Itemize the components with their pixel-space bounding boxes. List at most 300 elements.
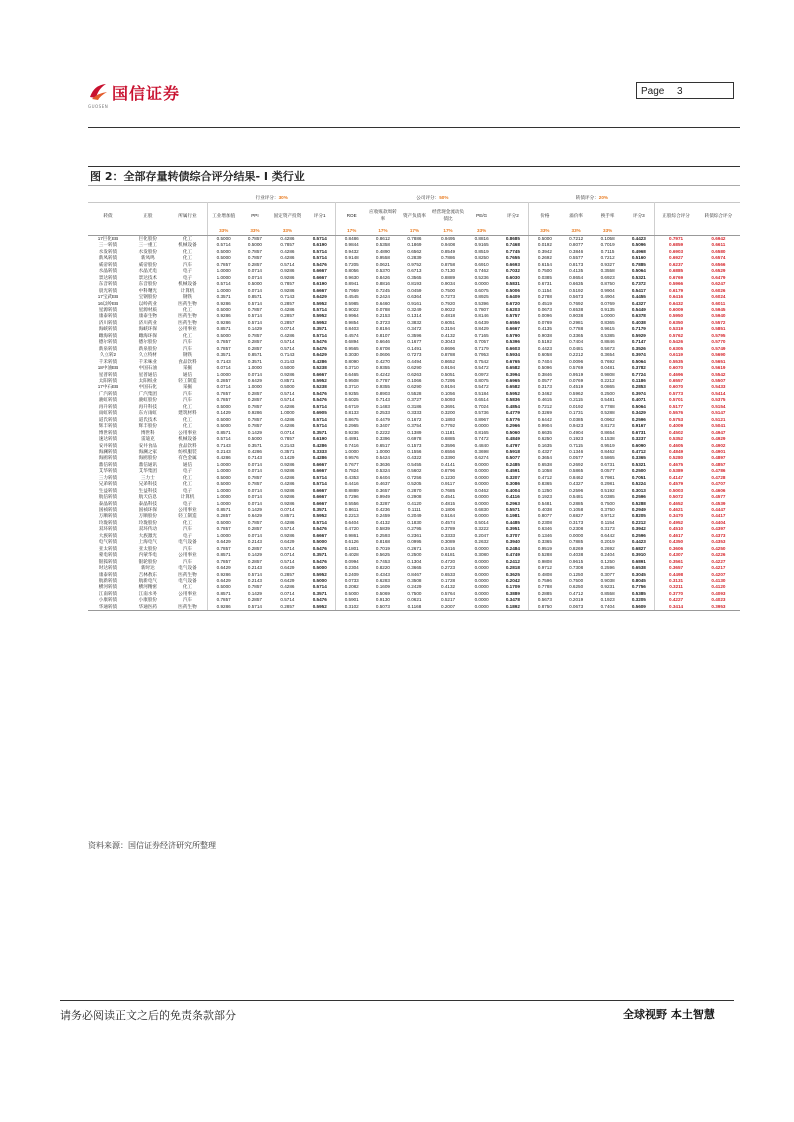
table-cell-text: 化工 xyxy=(168,481,208,487)
table-cell-text: 电气转债 xyxy=(98,539,118,545)
table-cell-value: 0.9508 xyxy=(344,377,359,383)
table-cell-value: 0.5714 xyxy=(280,390,295,396)
table-cell-value: 1.0000 xyxy=(280,410,295,416)
table-cell-value: 0.5940 xyxy=(711,313,726,319)
column-header: 经营现金流动负债比 xyxy=(431,209,465,221)
table-cell-value: 0.5060 xyxy=(497,430,529,436)
table-cell-value: 0.5701 xyxy=(669,397,684,403)
table-cell-value: 0.4423 xyxy=(623,236,654,243)
table-cell-value: 0.8571 xyxy=(216,590,231,596)
table-cell-value: 0.1429 xyxy=(280,455,295,461)
table-cell-value: 0.7115 xyxy=(569,442,583,448)
table-cell-value: 0.6190 xyxy=(304,436,335,442)
table-cell-text: 艾华转债 xyxy=(98,468,118,474)
table-cell-value: 0.3414 xyxy=(655,604,697,611)
table-cell-value: 0.6364 xyxy=(407,294,422,300)
table-cell-value: 0.1573 xyxy=(407,442,422,448)
table-cell-value: 0.3571 xyxy=(216,352,231,358)
table-cell-text: 航新电气 xyxy=(138,578,158,584)
table-cell-value: 0.1923 xyxy=(537,494,552,500)
column-header: 资产负债率 xyxy=(402,212,426,218)
table-cell-value: 0.1892 xyxy=(497,604,529,611)
table-cell-text: 东音股份 xyxy=(138,281,158,287)
table-cell-text: 有色金属 xyxy=(168,455,208,461)
table-cell-value: 0.5576 xyxy=(669,410,684,416)
table-cell-value: 0.4038 xyxy=(537,507,552,513)
table-cell-value: 0.7273 xyxy=(441,294,456,300)
column-weight xyxy=(697,227,740,236)
table-cell-value: 0.9576 xyxy=(344,455,359,461)
table-cell-value: 0.4545 xyxy=(344,294,359,300)
table-cell-value: 0.6203 xyxy=(497,307,529,313)
table-cell-value: 0.6894 xyxy=(344,339,359,345)
table-cell-value: 0.5952 xyxy=(304,572,335,578)
table-cell-value: 0.6580 xyxy=(711,248,726,254)
table-cell-value: 0.5714 xyxy=(304,475,335,481)
table-cell-value: 0.2596 xyxy=(569,487,584,493)
table-cell-value: 0.4286 xyxy=(280,236,295,241)
table-cell-value: 0.3472 xyxy=(407,326,422,332)
table-cell-value: 0.6429 xyxy=(280,565,295,571)
table-cell-value: 0.7787 xyxy=(375,377,390,383)
table-cell-value: 0.5096 xyxy=(537,365,552,371)
column-weight xyxy=(168,227,208,236)
table-cell-value: 0.4952 xyxy=(669,519,684,525)
rating-table xyxy=(88,194,740,611)
table-cell-value: 0.4720 xyxy=(344,526,359,532)
table-cell-value: 0.4132 xyxy=(441,584,456,590)
table-cell-value: 0.4135 xyxy=(569,268,584,274)
table-cell-value: 0.6667 xyxy=(304,462,335,468)
table-cell-value: 0.7212 xyxy=(569,236,584,241)
table-cell-value: 0.3625 xyxy=(497,572,529,578)
table-cell-value: 0.9286 xyxy=(280,268,295,274)
table-cell-value: 0.0192 xyxy=(537,242,552,248)
table-cell-value: 0.6429 xyxy=(216,565,231,571)
table-cell-value: 0.2857 xyxy=(247,558,262,564)
table-cell-value: 0.1066 xyxy=(407,377,422,383)
table-cell-value: 0.5385 xyxy=(623,591,654,597)
table-cell-value: 0.2213 xyxy=(344,513,359,519)
table-cell-value: 0.5064 xyxy=(623,404,654,410)
group-label: 公司评分： xyxy=(416,195,440,200)
table-cell-value: 0.5753 xyxy=(669,416,684,422)
table-cell-text: 医药生物 xyxy=(168,320,208,326)
table-cell-value: 0.5836 xyxy=(497,397,529,403)
table-cell-value: 0.0000 xyxy=(474,558,489,564)
table-cell-value: 0.0621 xyxy=(407,597,422,603)
table-cell-value: 0.5714 xyxy=(247,300,262,306)
table-cell-value: 0.7857 xyxy=(216,261,231,267)
table-cell-value: 0.6190 xyxy=(304,242,335,248)
column-weight: 33% xyxy=(271,227,305,236)
table-cell-value: 0.2212 xyxy=(600,377,615,383)
table-cell-value: 0.5476 xyxy=(304,397,335,403)
column-weight xyxy=(88,227,128,236)
table-cell-value: 0.0769 xyxy=(600,300,615,306)
table-cell-value: 0.6051 xyxy=(441,319,456,325)
table-cell-text: 化工 xyxy=(168,255,208,261)
table-cell-value: 0.4286 xyxy=(304,455,335,461)
table-cell-value: 0.8788 xyxy=(441,352,456,358)
table-cell-value: 0.0481 xyxy=(600,365,615,371)
table-cell-text: 再升转债 xyxy=(98,403,118,409)
group-header-empty xyxy=(88,194,208,203)
table-cell-value: 0.8675 xyxy=(344,416,359,422)
table-cell-value: 0.0995 xyxy=(407,539,422,545)
table-cell-value: 0.6429 xyxy=(280,578,295,584)
table-cell-value: 0.6404 xyxy=(344,519,359,525)
table-cell-value: 0.5714 xyxy=(216,436,231,442)
table-cell-value: 0.4286 xyxy=(280,403,295,409)
table-cell-value: 0.6126 xyxy=(344,539,359,545)
table-cell-value: 0.8941 xyxy=(344,281,359,287)
table-cell-text: 钢铁 xyxy=(168,294,208,300)
table-cell-value: 1.0000 xyxy=(375,448,390,454)
table-cell-value: 0.7857 xyxy=(280,242,295,248)
table-cell-text: 电气设备 xyxy=(168,539,208,545)
table-cell-value: 0.4857 xyxy=(711,461,726,467)
table-cell-value: 0.7416 xyxy=(344,442,359,448)
table-cell-value: 0.9432 xyxy=(344,248,359,254)
table-cell-value: 0.0714 xyxy=(247,487,262,493)
table-cell-value: 0.1556 xyxy=(407,448,422,454)
table-cell-value: 0.0621 xyxy=(375,261,390,267)
table-cell-value: 0.8056 xyxy=(344,268,359,274)
table-cell-value: 0.6859 xyxy=(669,242,684,248)
table-cell-value: 0.5749 xyxy=(711,345,726,351)
table-cell-value: 0.4286 xyxy=(280,519,295,525)
table-cell-value: 0.7542 xyxy=(474,358,489,364)
table-cell-value: 0.7857 xyxy=(216,597,231,603)
table-cell-text: 辉丰转债 xyxy=(98,423,118,429)
table-row xyxy=(88,294,740,300)
table-cell-text: 17宝武EB xyxy=(97,294,119,300)
table-cell-text: 雨虹转债 xyxy=(98,410,118,416)
logo-text: 国信证券 xyxy=(112,84,181,103)
table-cell-value: 0.5929 xyxy=(623,333,654,339)
table-cell-value: 0.6562 xyxy=(407,248,422,254)
table-cell-value: 0.8220 xyxy=(375,565,390,571)
table-cell-value: 0.6769 xyxy=(669,274,684,280)
table-cell-value: 0.3889 xyxy=(497,591,529,597)
table-cell-value: 0.2966 xyxy=(497,423,529,429)
table-cell-value: 0.3654 xyxy=(600,352,615,358)
table-cell-value: 0.3030 xyxy=(344,352,359,358)
table-cell-value: 0.9408 xyxy=(441,242,456,248)
table-cell-value: 0.6827 xyxy=(623,546,654,552)
table-cell-value: 0.5476 xyxy=(304,546,335,552)
table-row xyxy=(88,268,740,274)
table-cell-value: 0.9286 xyxy=(280,468,295,474)
column-weight: 33% xyxy=(529,227,560,236)
table-cell-value: 0.7792 xyxy=(441,423,456,429)
table-cell-value: 0.5417 xyxy=(623,288,654,294)
table-cell-value: 0.4849 xyxy=(497,436,529,442)
table-cell-value: 0.6533 xyxy=(441,571,456,577)
column-weight: 33% xyxy=(208,227,239,236)
table-cell-value: 0.1869 xyxy=(407,242,422,248)
table-cell-value: 0.8090 xyxy=(344,358,359,364)
table-cell-value: 0.0000 xyxy=(474,578,489,584)
table-cell-value: 0.5571 xyxy=(497,507,529,513)
table-cell-value: 0.8889 xyxy=(441,274,456,280)
table-cell-text: 星普转债 xyxy=(98,371,118,377)
table-cell-value: 0.7857 xyxy=(247,255,262,261)
table-cell-value: 0.2795 xyxy=(407,526,422,532)
table-cell-text: 亚太转债 xyxy=(98,545,118,551)
table-cell-value: 0.9161 xyxy=(407,300,422,306)
table-cell-value: 0.2788 xyxy=(537,294,552,300)
table-cell-value: 0.0000 xyxy=(474,545,489,551)
table-cell-value: 0.7212 xyxy=(537,403,552,409)
table-cell-text: 雌海转债 xyxy=(98,332,118,338)
table-cell-text: 化工 xyxy=(168,236,208,243)
table-cell-value: 0.4327 xyxy=(623,301,654,307)
table-cell-text: 宝钢股份 xyxy=(138,294,158,300)
table-cell-value: 0.4130 xyxy=(711,578,726,584)
table-cell-text: 银狐转债 xyxy=(98,558,118,564)
group-label: 行业评分： xyxy=(255,195,279,200)
table-cell-value: 0.6290 xyxy=(407,384,422,390)
table-cell-value: 0.8045 xyxy=(623,578,654,584)
table-cell-value: 0.3571 xyxy=(247,358,262,364)
table-cell-value: 0.2143 xyxy=(280,442,295,448)
table-cell-value: 0.7372 xyxy=(623,281,654,287)
table-cell-value: 0.2857 xyxy=(247,397,262,403)
table-cell-value: 0.8925 xyxy=(474,294,489,300)
table-row xyxy=(88,281,740,287)
table-cell-value: 0.8611 xyxy=(344,507,359,513)
table-cell-value: 0.1058 xyxy=(569,507,584,513)
table-cell-value: 0.6538 xyxy=(623,565,654,571)
table-cell-value: 0.4779 xyxy=(497,410,529,416)
table-cell-value: 0.8571 xyxy=(216,429,231,435)
table-cell-value: 0.4242 xyxy=(375,371,390,377)
table-cell-value: 0.1806 xyxy=(441,507,456,513)
table-cell-value: 0.3710 xyxy=(344,365,359,371)
table-cell-text: 小康转债 xyxy=(98,597,118,603)
table-cell-value: 0.7692 xyxy=(569,300,584,306)
table-cell-value: 0.3269 xyxy=(537,410,552,416)
table-cell-value: 0.9022 xyxy=(344,306,359,312)
table-cell-value: 0.2857 xyxy=(280,571,295,577)
table-cell-value: 0.6923 xyxy=(600,274,615,280)
table-cell-value: 0.6538 xyxy=(569,306,584,312)
table-cell-value: 0.5952 xyxy=(304,320,335,326)
table-row xyxy=(88,365,740,371)
table-cell-value: 0.3102 xyxy=(336,604,367,611)
table-cell-value: 0.7857 xyxy=(216,558,231,564)
table-cell-value: 0.5184 xyxy=(474,390,489,396)
table-cell-value: 0.7472 xyxy=(474,436,489,442)
table-cell-value: 0.5093 xyxy=(441,397,456,403)
table-cell-value: 0.9964 xyxy=(344,313,359,319)
table-cell-value: 0.3657 xyxy=(669,565,684,571)
table-cell-value: 0.9495 xyxy=(441,236,456,241)
table-cell-text: 巨化股份 xyxy=(138,236,158,241)
table-cell-text: 电子 xyxy=(168,468,208,474)
table-cell-value: 0.2671 xyxy=(407,545,422,551)
column-header: PE/G xyxy=(476,212,488,218)
table-cell-text: 康泰生物 xyxy=(138,313,158,319)
table-cell-value: 0.3953 xyxy=(697,604,740,611)
table-cell-text: 雷迪克 xyxy=(140,436,155,442)
table-cell-value: 0.8796 xyxy=(441,468,456,474)
table-cell-value: 0.6603 xyxy=(497,346,529,352)
table-cell-value: 0.8467 xyxy=(407,571,422,577)
table-cell-value: 0.4712 xyxy=(623,449,654,455)
table-cell-value: 0.8903 xyxy=(375,390,390,396)
table-cell-value: 0.2596 xyxy=(623,417,654,423)
table-cell-value: 0.9712 xyxy=(600,513,615,519)
table-cell-value: 0.0714 xyxy=(280,507,295,513)
table-cell-value: 0.8403 xyxy=(344,326,359,332)
table-cell-value: 0.5619 xyxy=(711,365,726,371)
table-cell-value: 0.7857 xyxy=(247,403,262,409)
table-cell-value: 0.5000 xyxy=(216,332,231,338)
table-cell-value: 0.4479 xyxy=(375,416,390,422)
table-cell-value: 0.9135 xyxy=(600,306,615,312)
table-cell-value: 0.2839 xyxy=(407,255,422,261)
table-cell-value: 0.5714 xyxy=(280,545,295,551)
table-cell-value: 0.4286 xyxy=(280,248,295,254)
table-cell-value: 0.5714 xyxy=(247,319,262,325)
table-cell-value: 0.9286 xyxy=(216,300,231,306)
table-cell-value: 0.9022 xyxy=(441,306,456,312)
table-cell-value: 0.2304 xyxy=(344,565,359,571)
table-row xyxy=(88,539,740,545)
column-weight: 17% xyxy=(336,227,367,236)
table-cell-value: 0.1672 xyxy=(407,416,422,422)
table-cell-value: 0.5003 xyxy=(669,487,684,493)
table-cell-value: 0.4579 xyxy=(669,481,684,487)
table-cell-value: 0.5192 xyxy=(569,287,584,293)
table-cell-value: 0.5000 xyxy=(216,403,231,409)
table-cell-value: 0.3606 xyxy=(669,545,684,551)
table-cell-value: 0.2212 xyxy=(569,352,584,358)
guosen-logo-icon xyxy=(88,81,108,101)
table-cell-value: 0.0714 xyxy=(280,326,295,332)
table-cell-value: 0.4519 xyxy=(569,384,584,390)
table-cell-value: 0.7857 xyxy=(216,339,231,345)
table-cell-value: 0.5370 xyxy=(375,268,390,274)
figure-title: 图 2：全部存量转债综合评分结果- I 类行业 xyxy=(88,166,740,186)
table-cell-value: 0.7205 xyxy=(344,261,359,267)
table-cell-value: 0.8571 xyxy=(280,377,295,383)
table-cell-value: 0.3636 xyxy=(375,461,390,467)
table-cell-value: 0.5577 xyxy=(569,255,584,261)
table-cell-value: 0.5901 xyxy=(344,597,359,603)
table-cell-value: 0.7857 xyxy=(247,423,262,429)
table-cell-value: 0.6429 xyxy=(247,377,262,383)
table-cell-value: 0.4286 xyxy=(304,443,335,449)
table-cell-value: 0.2485 xyxy=(497,462,529,468)
table-cell-value: 0.5714 xyxy=(280,526,295,532)
table-cell-value: 0.3596 xyxy=(407,332,422,338)
table-cell-value: 0.3508 xyxy=(407,578,422,584)
table-cell-value: 0.2818 xyxy=(497,565,529,571)
table-cell-value: 0.6965 xyxy=(497,378,529,384)
table-cell-text: 海鸥股份 xyxy=(138,455,158,461)
table-cell-value: 0.0733 xyxy=(344,578,359,584)
table-cell-value: 0.4227 xyxy=(669,597,684,603)
table-row xyxy=(88,443,740,449)
table-cell-value: 0.7788 xyxy=(569,326,584,332)
table-cell-value: 0.7857 xyxy=(247,236,262,241)
table-cell-value: 0.4416 xyxy=(344,481,359,487)
table-cell-value: 0.6090 xyxy=(623,443,654,449)
table-cell-value: 0.2429 xyxy=(407,584,422,590)
table-cell-value: 0.5160 xyxy=(623,255,654,261)
table-cell-value: 0.7032 xyxy=(497,268,529,274)
table-cell-value: 0.8696 xyxy=(441,345,456,351)
table-cell-text: 威帝股份 xyxy=(138,261,158,267)
table-cell-value: 0.5714 xyxy=(280,558,295,564)
table-cell-value: 0.4093 xyxy=(711,590,726,596)
table-cell-value: 0.8426 xyxy=(375,274,390,280)
table-cell-value: 0.5714 xyxy=(280,339,295,345)
table-cell-value: 0.6479 xyxy=(711,274,726,280)
table-cell-value: 0.5790 xyxy=(497,333,529,339)
table-cell-value: 0.3207 xyxy=(497,475,529,481)
table-cell-value: 0.5952 xyxy=(304,301,335,307)
table-cell-value: 0.6181 xyxy=(441,552,456,558)
table-cell-value: 0.7857 xyxy=(216,526,231,532)
column-header: 固定资产投资 xyxy=(273,212,302,218)
table-cell-value: 0.4849 xyxy=(669,448,684,454)
table-cell-value: 0.6556 xyxy=(497,320,529,326)
table-cell-value: 0.4606 xyxy=(711,487,726,493)
table-cell-text: 康泰转债 xyxy=(98,313,118,319)
table-cell-text: 横河精密 xyxy=(138,584,158,590)
table-cell-value: 0.5396 xyxy=(497,339,529,345)
table-cell-value: 0.2908 xyxy=(407,494,422,500)
table-cell-value: 0.3237 xyxy=(623,436,654,442)
table-cell-value: 1.0000 xyxy=(247,384,262,390)
table-cell-value: 0.7462 xyxy=(474,268,489,274)
table-cell-value: 0.1731 xyxy=(569,410,584,416)
table-cell-value: 0.5000 xyxy=(216,481,231,487)
table-cell-text: 横河转债 xyxy=(98,584,118,590)
table-cell-value: 0.7745 xyxy=(497,249,529,255)
table-cell-value: 0.1346 xyxy=(569,448,584,454)
table-cell-value: 0.9038 xyxy=(569,313,584,319)
table-row xyxy=(88,455,740,461)
table-cell-value: 0.0673 xyxy=(537,306,552,312)
table-cell-value: 0.6667 xyxy=(304,468,335,474)
table-cell-value: 0.2596 xyxy=(623,494,654,500)
table-cell-value: 0.5472 xyxy=(474,365,489,371)
table-cell-value: 0.7500 xyxy=(600,500,615,506)
table-cell-value: 0.5839 xyxy=(375,526,390,532)
table-cell-value: 0.4815 xyxy=(441,500,456,506)
table-cell-text: 小康股份 xyxy=(138,597,158,603)
table-cell-value: 0.7051 xyxy=(623,475,654,481)
table-cell-value: 0.6250 xyxy=(569,584,584,590)
table-cell-text: 化工 xyxy=(168,417,208,423)
table-cell-value: 0.4510 xyxy=(669,526,684,532)
table-cell-value: 0.2857 xyxy=(280,313,295,319)
column-header: 评分3 xyxy=(623,203,654,228)
table-cell-value: 0.0714 xyxy=(247,268,262,274)
table-cell-value: 0.6556 xyxy=(441,448,456,454)
table-cell-value: 0.9949 xyxy=(375,494,390,500)
table-cell-value: 0.9286 xyxy=(216,313,231,319)
table-cell-value: 0.2857 xyxy=(247,261,262,267)
table-cell-value: 0.5714 xyxy=(304,236,335,243)
table-cell-value: 0.5714 xyxy=(247,313,262,319)
